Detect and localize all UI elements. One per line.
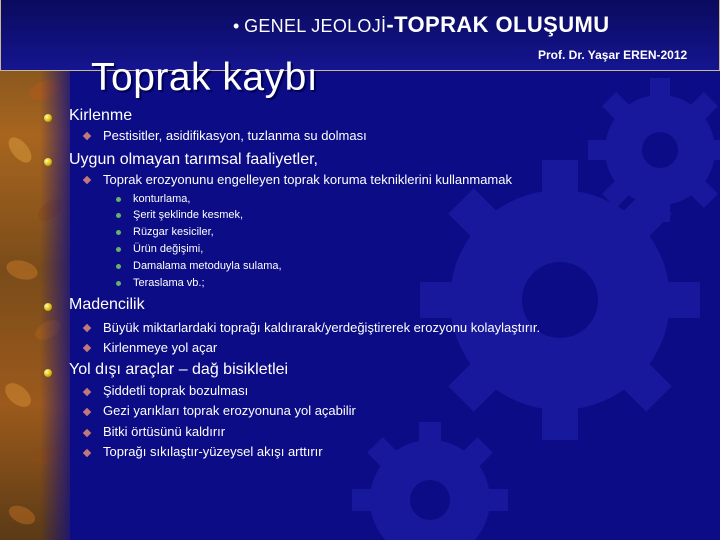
sub-list-item: Ürün değişimi, <box>133 243 204 255</box>
list-item: Büyük miktarlardaki toprağı kaldırarak/yerdeğiştirerek erozyonu kolaylaştırır. <box>103 320 541 335</box>
sub-list-item: Şerit şeklinde kesmek, <box>133 209 244 221</box>
section-label: Kirlenme <box>69 107 133 124</box>
list-item: Toprak erozyonunu engelleyen toprak koruma tekniklerini kullanmamak <box>103 172 512 187</box>
list-item: Toprağı sıkılaştır-yüzeysel akışı arttırır <box>103 444 323 459</box>
header-bullet: • <box>233 16 240 36</box>
author-credit: Prof. Dr. Yaşar EREN-2012 <box>538 48 688 62</box>
bullet-level3-icon <box>116 213 121 218</box>
bullet-level3-icon <box>116 247 121 252</box>
list-item: Gezi yarıkları toprak erozyonuna yol açabilir <box>103 403 356 418</box>
bullet-level1-icon <box>44 114 52 122</box>
header-course: GENEL JEOLOJİ <box>244 16 387 36</box>
bullet-level3-icon <box>116 281 121 286</box>
list-item: Şiddetli toprak bozulması <box>103 383 249 398</box>
header-dash: - <box>386 12 395 37</box>
gear-decoration <box>352 78 720 540</box>
section-label: Yol dışı araçlar – dağ bisikletlei <box>69 361 289 378</box>
list-item: Bitki örtüsünü kaldırır <box>103 424 226 439</box>
bullet-level3-icon <box>116 230 121 235</box>
list-item: Pestisitler, asidifikasyon, tuzlanma su dolması <box>103 128 367 143</box>
section-label: Madencilik <box>69 296 145 313</box>
bullet-level3-icon <box>116 264 121 269</box>
sub-list-item: konturlama, <box>133 193 191 205</box>
bullet-level3-icon <box>116 197 121 202</box>
bullet-level1-icon <box>44 369 52 377</box>
header-title <box>233 12 610 38</box>
bullet-level1-icon <box>44 158 52 166</box>
sub-list-item: Damalama metoduyla sulama, <box>133 260 282 272</box>
section-label: Uygun olmayan tarımsal faaliyetler, <box>69 151 318 168</box>
slide-title: Toprak kaybı <box>91 56 319 99</box>
header-topic: TOPRAK OLUŞUMU <box>394 12 610 37</box>
list-item: Kirlenmeye yol açar <box>103 340 218 355</box>
sub-list-item: Teraslama vb.; <box>133 277 205 289</box>
bullet-level1-icon <box>44 303 52 311</box>
sub-list-item: Rüzgar kesiciler, <box>133 226 214 238</box>
